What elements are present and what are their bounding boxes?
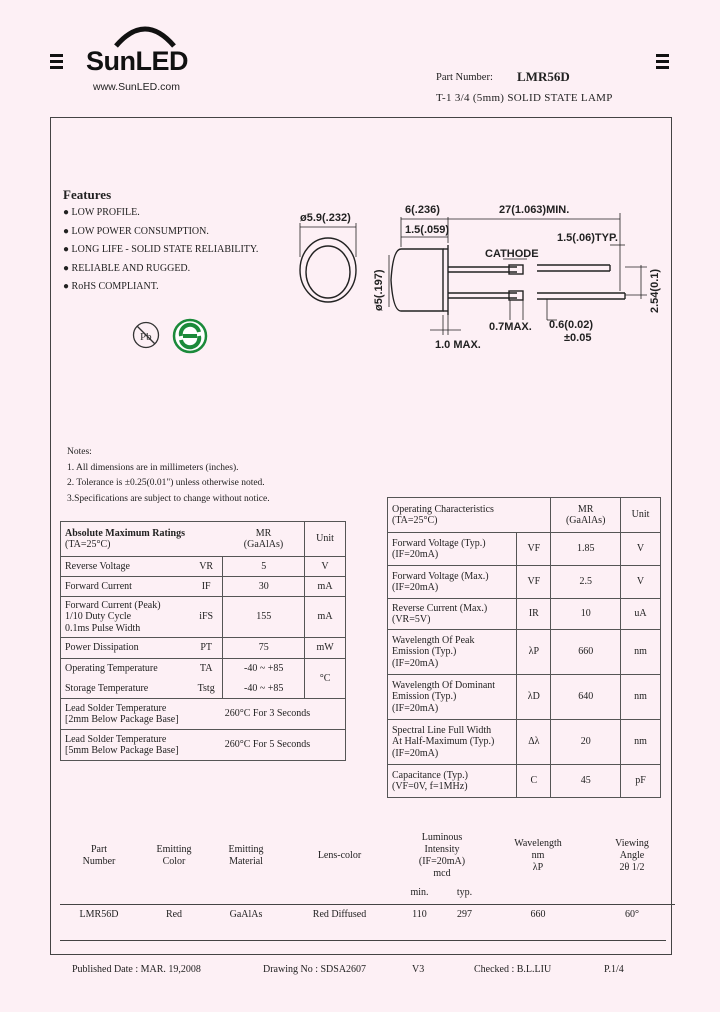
- sun-arc-logo: [112, 18, 178, 48]
- table-row: LMR56D Red GaAlAs Red Diffused 110 297 660 60°: [79, 909, 639, 921]
- pitch-label: 2.54(0.1): [649, 268, 661, 313]
- col-lens-color: Lens-color: [317, 850, 362, 861]
- brand-logo-text: SunLED: [86, 46, 188, 76]
- footer-checked: Checked : B.L.LIU: [474, 964, 552, 975]
- table-row: Storage Temperature Tstg -40 ~ +85: [61, 679, 346, 699]
- notes-title: Notes:: [67, 447, 92, 457]
- table-row: Reverse Current (Max.) (VR=5V) IR 10 uA: [388, 599, 661, 630]
- feature-item: ● LOW POWER CONSUMPTION.: [63, 225, 209, 237]
- product-subtitle: T-1 3/4 (5mm) SOLID STATE LAMP: [436, 92, 613, 104]
- table-row: Forward Voltage (Max.) (IF=20mA) VF 2.5 V: [388, 566, 661, 599]
- col-wavelength: Wavelength nm λP: [514, 838, 562, 873]
- top-view: [300, 223, 356, 302]
- col-viewing-angle: Viewing Angle 2θ 1/2: [615, 838, 649, 873]
- note-item: 3.Specifications are subject to change without notice.: [67, 493, 270, 504]
- note-item: 2. Tolerance is ±0.25(0.01") unless otherwise noted.: [67, 478, 265, 488]
- footer-drawing-no: Drawing No : SDSA2607: [263, 964, 367, 975]
- table-row: Wavelength Of Peak Emission (Typ.) (IF=20mA) λP 660 nm: [388, 630, 661, 675]
- feature-item: ● RELIABLE AND RUGGED.: [63, 262, 191, 274]
- table-row: Forward Current (Peak) 1/10 Duty Cycle 0.1ms Pulse Width iFS 155 mA: [61, 597, 346, 638]
- dia-top-label: ø5.9(.232): [300, 212, 351, 224]
- table-row: Spectral Line Full Width At Half-Maximum (Typ.) (IF=20mA) Δλ 20 nm: [388, 720, 661, 765]
- col-typ: typ.: [456, 886, 473, 898]
- op-unit-header: Unit: [621, 498, 661, 533]
- features-title: Features: [63, 187, 112, 202]
- table-row: Power Dissipation PT 75 mW: [61, 638, 346, 659]
- table-row: Operating Temperature TA -40 ~ +85 °C: [61, 659, 346, 679]
- feature-item: ● LOW PROFILE.: [63, 207, 140, 218]
- col-emitting-color: Emitting Color: [156, 844, 192, 867]
- svg-text:Pb: Pb: [140, 331, 152, 343]
- operating-characteristics-table: [387, 497, 661, 798]
- abs-unit-header: Unit: [305, 522, 346, 557]
- col-min: min.: [410, 886, 429, 898]
- rohs-eco-icon: [172, 318, 208, 354]
- feature-item: ● RoHS COMPLIANT.: [63, 281, 159, 292]
- footer-page: P.1/4: [604, 964, 624, 975]
- op-mr-header: MR (GaAlAs): [551, 498, 621, 533]
- len-15b-label: 1.5(.06)TYP.: [557, 232, 618, 244]
- note-item: 1. All dimensions are in millimeters (inches).: [67, 462, 239, 473]
- website-link[interactable]: www.SunLED.com: [93, 81, 180, 93]
- dia-side-label: ø5(.197): [373, 269, 385, 311]
- abs-mr-header: MR (GaAlAs): [223, 522, 305, 557]
- led-dimension-drawing: [285, 195, 670, 355]
- footer-published-date: Published Date : MAR. 19,2008: [72, 964, 201, 975]
- table-row: Capacitance (Typ.) (VF=0V, f=1MHz) C 45 pF: [388, 765, 661, 798]
- footer-version: V3: [412, 964, 425, 975]
- col-luminous-intensity: Luminous Intensity (IF=20mA) mcd: [418, 832, 466, 879]
- pb-free-icon: [131, 320, 161, 350]
- selection-guide-table: [60, 830, 675, 926]
- table-row: Lead Solder Temperature [2mm Below Package Base] 260°C For 3 Seconds: [61, 699, 346, 730]
- col-emitting-material: Emitting Material: [228, 844, 264, 867]
- lead-tol-label: ±0.05: [564, 332, 592, 344]
- right-bars-logo: [656, 54, 669, 72]
- left-bars-logo: [50, 54, 63, 72]
- table-row: Forward Current IF 30 mA: [61, 577, 346, 597]
- part-number-label: Part Number:: [436, 72, 493, 83]
- len-15a-label: 1.5(.059): [405, 224, 450, 236]
- col-part-number: Part Number: [82, 844, 116, 867]
- feature-item: ● LONG LIFE - SOLID STATE RELIABILITY.: [63, 244, 259, 255]
- table-row: Reverse Voltage VR 5 V: [61, 557, 346, 577]
- op-title-cell: Operating Characteristics (TA=25°C): [388, 498, 551, 533]
- table-row: Forward Voltage (Typ.) (IF=20mA) VF 1.85 V: [388, 533, 661, 566]
- table-row: Lead Solder Temperature [5mm Below Package Base] 260°C For 5 Seconds: [61, 730, 346, 761]
- features-list: [63, 207, 258, 300]
- table-row: Wavelength Of Dominant Emission (Typ.) (IF=20mA) λD 640 nm: [388, 675, 661, 720]
- len-6-label: 6(.236): [405, 204, 440, 216]
- lead-dim-label: 0.6(0.02): [549, 319, 594, 331]
- abs-max-ratings-table: [60, 521, 346, 761]
- selection-divider: [60, 940, 666, 941]
- len-27-label: 27(1.063)MIN.: [499, 204, 570, 216]
- cathode-label: CATHODE: [485, 248, 539, 260]
- part-number-value: LMR56D: [517, 69, 570, 84]
- max07-label: 0.7MAX.: [489, 321, 532, 333]
- notes: [67, 447, 270, 509]
- max10-label: 1.0 MAX.: [435, 339, 481, 351]
- abs-title-cell: Absolute Maximum Ratings (TA=25°C): [61, 522, 223, 557]
